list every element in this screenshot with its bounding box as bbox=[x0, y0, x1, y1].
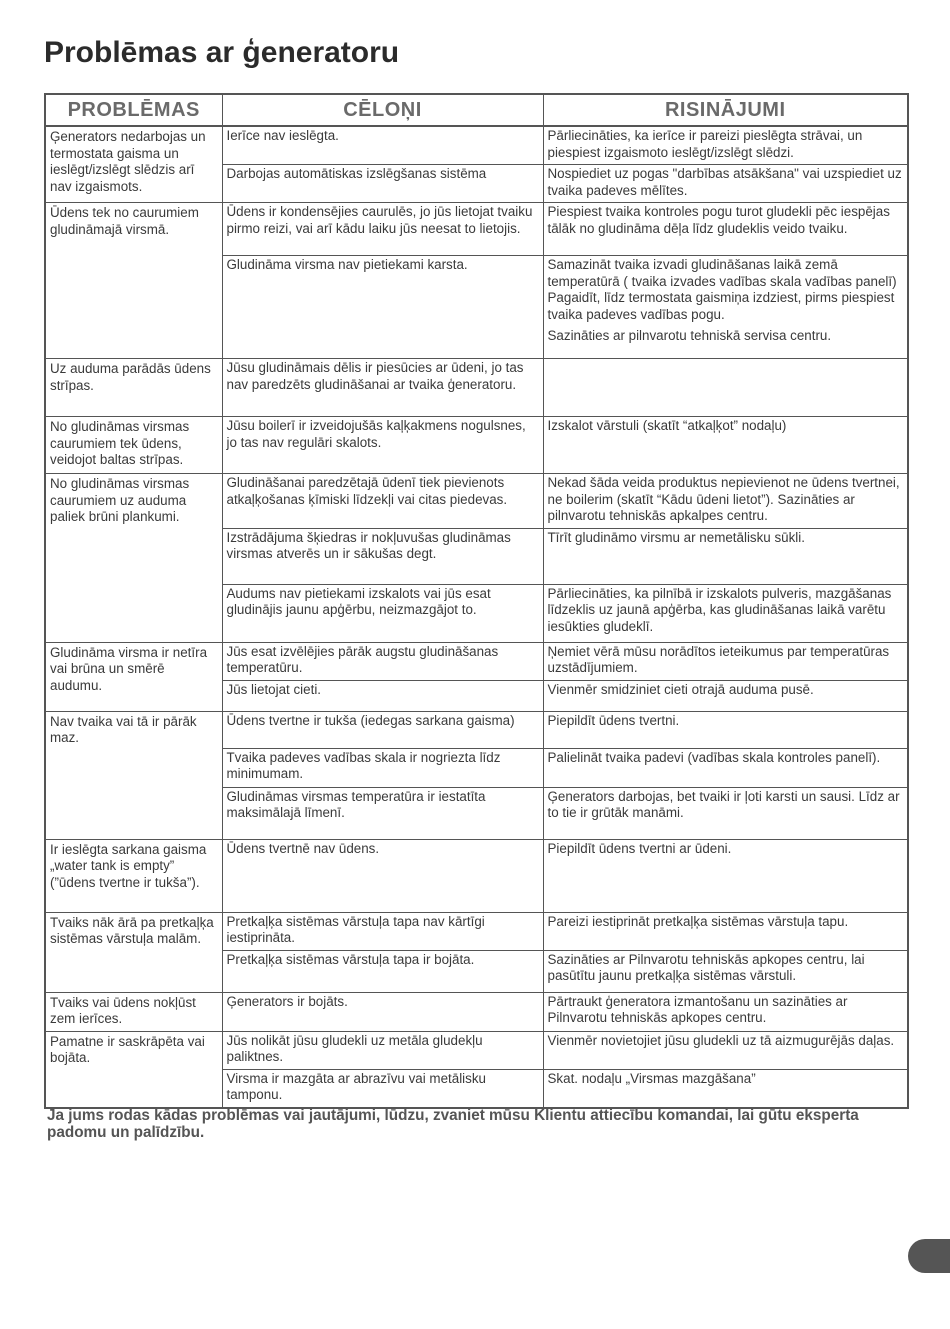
solution-text: Izskalot vārstuli (skatīt “atkaļķot” nodaļu) bbox=[547, 418, 787, 433]
cause-cell: Gludināšanai paredzētajā ūdenī tiek pievienots atkaļķošanas ķīmiski līdzekļi vai citas piedevas. bbox=[222, 474, 543, 529]
solution-text: Skat. nodaļu „Virsmas mazgāšana” bbox=[547, 1070, 756, 1086]
solution-cell bbox=[543, 992, 908, 1031]
solution-cell bbox=[543, 680, 908, 711]
solution-cell bbox=[543, 126, 908, 165]
solution-cell bbox=[543, 787, 908, 839]
problem-cell: Pamatne ir saskrāpēta vai bojāta. bbox=[45, 1031, 222, 1108]
solution-text: Vienmēr novietojiet jūsu gludekli uz tā aizmugurējās daļas. bbox=[547, 1032, 895, 1048]
cause-cell: Ūdens tvertnē nav ūdens. bbox=[222, 839, 543, 912]
table-row bbox=[45, 839, 908, 912]
cause-cell: Gludināmas virsmas temperatūra ir iestatīta maksimālajā līmenī. bbox=[222, 787, 543, 839]
problem-cell: Ūdens tek no caurumiem gludināmajā virsmā. bbox=[45, 203, 222, 359]
solution-text: Tīrīt gludināmo virsmu ar nemetālisku sūkli. bbox=[547, 529, 805, 545]
solution-text: Pārtraukt ģeneratora izmantošanu un sazināties ar Pilnvarotu tehniskās apkopes centru. bbox=[547, 993, 848, 1025]
cause-cell: Pretkaļķa sistēmas vārstuļa tapa ir bojāta. bbox=[222, 950, 543, 992]
solution-cell bbox=[543, 711, 908, 748]
solution-cell bbox=[543, 642, 908, 680]
header-causes: CĒLOŅI bbox=[222, 94, 543, 126]
table-row bbox=[45, 417, 908, 474]
solution-text-extra: Sazināties ar pilnvarotu tehniskā servisa centru. bbox=[547, 328, 832, 343]
solution-text: Pārliecināties, ka pilnībā ir izskalots pulveris, mazgāšanas līdzeklis uz jaunā apģērba, kas gludināšanas laikā varētu iesūkties gludeklī. bbox=[547, 585, 892, 634]
problem-cell: Ir ieslēgta sarkana gaisma „water tank is empty” (”ūdens tvertne ir tukša”). bbox=[45, 839, 222, 912]
cause-cell: Pretkaļķa sistēmas vārstuļa tapa nav kārtīgi iestiprināta. bbox=[222, 912, 543, 950]
table-row bbox=[45, 1031, 908, 1069]
page-tab-marker bbox=[908, 1239, 950, 1273]
cause-cell: Virsma ir mazgāta ar abrazīvu vai metālisku tamponu. bbox=[222, 1069, 543, 1108]
cause-cell: Ūdens tvertne ir tukša (iedegas sarkana gaisma) bbox=[222, 711, 543, 748]
page-title: Problēmas ar ģeneratoru bbox=[44, 36, 400, 69]
solution-cell bbox=[543, 474, 908, 529]
table-header-row bbox=[45, 94, 908, 126]
solution-text: Nekad šāda veida produktus nepievienot ne ūdens tvertnei, ne boilerim (skatīt “Kādu ūdeni lietot”). Sazināties ar pilnvarotu tehniskās apkalpes centru. bbox=[547, 475, 900, 523]
problem-cell: Uz auduma parādās ūdens strīpas. bbox=[45, 359, 222, 417]
solution-cell bbox=[543, 950, 908, 992]
problem-cell: Ģenerators nedarbojas un termostata gaisma un ieslēgt/izslēgt slēdzis arī nav izgaismots. bbox=[45, 126, 222, 203]
table-row bbox=[45, 203, 908, 256]
solution-text: Vienmēr smidziniet cieti otrajā auduma pusē. bbox=[547, 681, 814, 697]
cause-cell: Ūdens ir kondensējies caurulēs, jo jūs lietojat tvaiku pirmo reizi, vai arī kādu laiku jūs neesat to lietojis. bbox=[222, 203, 543, 256]
cause-cell: Darbojas automātiskas izslēgšanas sistēma bbox=[222, 165, 543, 203]
cause-cell: Gludināma virsma nav pietiekami karsta. bbox=[222, 256, 543, 359]
solution-text: Pārliecināties, ka ierīce ir pareizi pieslēgta strāvai, un piespiest izgaismoto ieslēgt/izslēgt slēdzi. bbox=[547, 128, 863, 160]
solution-text: Samazināt tvaika izvadi gludināšanas laikā zemā temperatūrā ( tvaika izvades vadības skala vadības panelī) Pagaidīt, līdz termostata gaismiņa izdziest, pirms piespiest tvaika padeves vadības pogu. bbox=[547, 257, 897, 322]
solution-cell bbox=[543, 359, 908, 417]
solution-text: Ņemiet vērā mūsu norādītos ieteikumus par temperatūras uzstādījumiem. bbox=[547, 643, 890, 675]
solution-text: Sazināties ar Pilnvarotu tehniskās apkopes centru, lai pasūtītu jaunu pretkaļķa sistēmas vārstuli. bbox=[547, 951, 865, 983]
solution-cell bbox=[543, 584, 908, 642]
problem-cell: No gludināmas virsmas caurumiem tek ūdens, veidojot baltas strīpas. bbox=[45, 417, 222, 474]
cause-cell: Jūsu boilerī ir izveidojušās kaļķakmens nogulsnes, jo tas nav regulāri skalots. bbox=[222, 417, 543, 474]
troubleshooting-table bbox=[44, 93, 909, 1109]
cause-cell: Jūs lietojat cieti. bbox=[222, 680, 543, 711]
solution-cell bbox=[543, 528, 908, 584]
solution-text: Ģenerators darbojas, bet tvaiki ir ļoti karsti un sausi. Līdz ar to tie ir grūtāk manāmi. bbox=[547, 788, 900, 820]
table-row bbox=[45, 474, 908, 529]
solution-text: Palielināt tvaika padevi (vadības skala kontroles panelī). bbox=[547, 749, 881, 765]
solution-cell bbox=[543, 748, 908, 787]
footer-note: Ja jums rodas kādas problēmas vai jautājumi, lūdzu, zvaniet mūsu Klientu attiecību komandai, lai gūtu eksperta padomu un palīdzību. bbox=[47, 1107, 859, 1141]
problem-cell: Nav tvaika vai tā ir pārāk maz. bbox=[45, 711, 222, 839]
table-row bbox=[45, 359, 908, 417]
problem-cell: No gludināmas virsmas caurumiem uz auduma paliek brūni plankumi. bbox=[45, 474, 222, 643]
solution-text: Pareizi iestiprināt pretkaļķa sistēmas vārstuļa tapu. bbox=[547, 913, 849, 929]
solution-cell bbox=[543, 912, 908, 950]
cause-cell: Ģenerators ir bojāts. bbox=[222, 992, 543, 1031]
table-row bbox=[45, 126, 908, 165]
solution-cell bbox=[543, 256, 908, 359]
problem-cell: Gludināma virsma ir netīra vai brūna un smērē audumu. bbox=[45, 642, 222, 711]
solution-cell bbox=[543, 1031, 908, 1069]
solution-cell bbox=[543, 839, 908, 912]
solution-text: Nospiediet uz pogas "darbības atsākšana" vai uzspiediet uz tvaika padeves mēlītes. bbox=[547, 166, 902, 198]
cause-cell: Tvaika padeves vadības skala ir nogriezta līdz minimumam. bbox=[222, 748, 543, 787]
solution-cell bbox=[543, 417, 908, 474]
problem-cell: Tvaiks nāk ārā pa pretkaļķa sistēmas vārstuļa malām. bbox=[45, 912, 222, 992]
cause-cell: Ierīce nav ieslēgta. bbox=[222, 126, 543, 165]
header-problems: PROBLĒMAS bbox=[45, 94, 222, 126]
cause-cell: Izstrādājuma šķiedras ir nokļuvušas gludināmas virsmas atverēs un ir sākušas degt. bbox=[222, 528, 543, 584]
header-solutions: RISINĀJUMI bbox=[543, 94, 908, 126]
problem-cell: Tvaiks vai ūdens nokļūst zem ierīces. bbox=[45, 992, 222, 1031]
table-row bbox=[45, 912, 908, 950]
cause-cell: Audums nav pietiekami izskalots vai jūs esat gludinājis jaunu apģērbu, neizmazgājot to. bbox=[222, 584, 543, 642]
solution-cell bbox=[543, 203, 908, 256]
solution-cell bbox=[543, 1069, 908, 1108]
table-row bbox=[45, 711, 908, 748]
table-row bbox=[45, 642, 908, 680]
solution-text: Piespiest tvaika kontroles pogu turot gludekli pēc iespējas tālāk no gludināma dēļa līdz gludeklis veido tvaiku. bbox=[547, 204, 890, 236]
solution-text: Piepildīt ūdens tvertni. bbox=[547, 712, 680, 728]
solution-text: Piepildīt ūdens tvertni ar ūdeni. bbox=[547, 840, 732, 856]
cause-cell: Jūs esat izvēlējies pārāk augstu gludināšanas temperatūru. bbox=[222, 642, 543, 680]
table-row bbox=[45, 992, 908, 1031]
solution-cell bbox=[543, 165, 908, 203]
cause-cell: Jūs nolikāt jūsu gludekli uz metāla gludekļu paliktnes. bbox=[222, 1031, 543, 1069]
cause-cell: Jūsu gludināmais dēlis ir piesūcies ar ūdeni, jo tas nav paredzēts gludināšanai ar tvaika ģeneratoru. bbox=[222, 359, 543, 417]
